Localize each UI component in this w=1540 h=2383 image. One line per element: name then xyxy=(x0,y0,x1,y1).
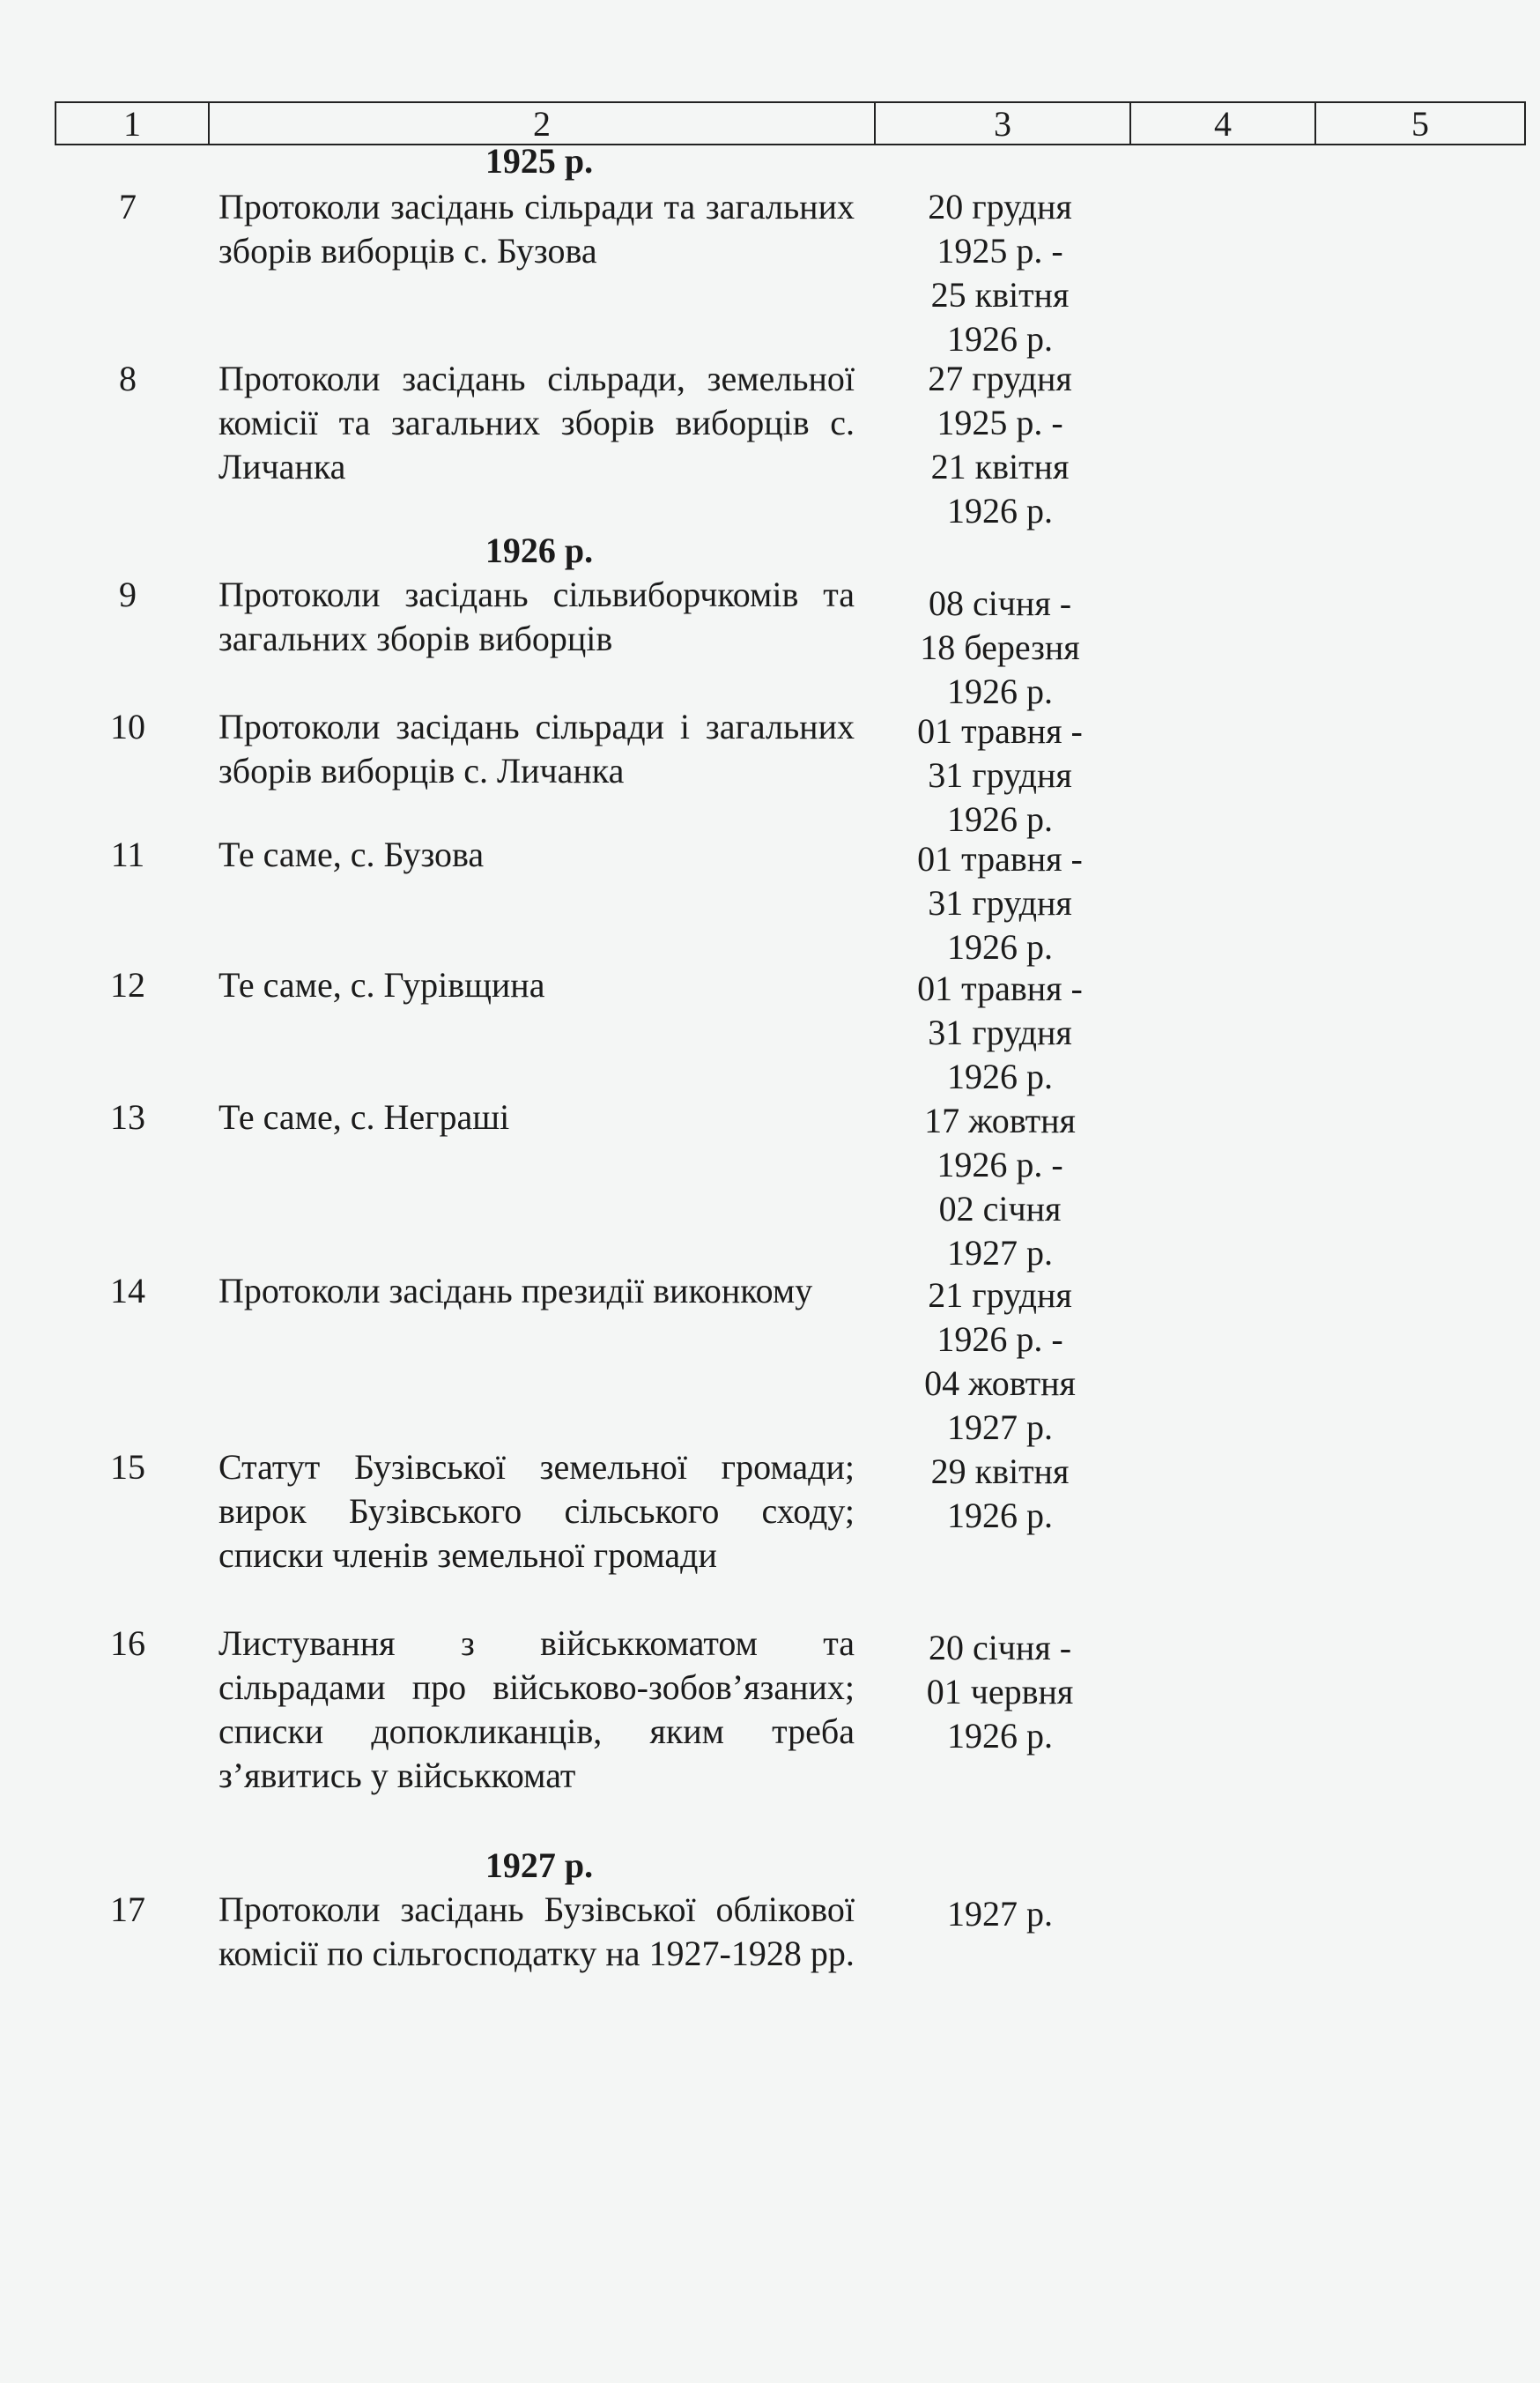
item-title: Протоколи засідань сільвиборчкомів та загальних зборів виборців xyxy=(218,575,855,658)
date-line: 17 жовтня xyxy=(924,1101,1076,1140)
item-number: 7 xyxy=(119,187,137,226)
date-line: 1926 р. xyxy=(947,1057,1053,1096)
item-title: Те саме, с. Неграші xyxy=(218,1097,510,1137)
date-line: 21 грудня xyxy=(928,1275,1072,1315)
year-heading-1927: 1927 р. xyxy=(485,1845,594,1885)
item-title: Протоколи засідань президії виконкому xyxy=(218,1271,813,1310)
item-number: 16 xyxy=(110,1623,145,1663)
date-line: 08 січня - xyxy=(928,583,1072,623)
item-number: 10 xyxy=(110,707,145,746)
item-number: 11 xyxy=(110,835,145,874)
date-line: 1925 р. - xyxy=(937,403,1063,442)
item-dates xyxy=(890,1450,1110,1538)
date-line: 1927 р. xyxy=(947,1407,1053,1447)
item-dates xyxy=(890,357,1110,533)
item-number: 14 xyxy=(110,1271,145,1310)
date-line: 1926 р. xyxy=(947,672,1053,711)
date-line: 1926 р. xyxy=(947,1496,1053,1535)
item-title: Те саме, с. Бузова xyxy=(218,835,485,874)
date-line: 29 квітня xyxy=(930,1451,1070,1491)
date-line: 21 квітня xyxy=(930,447,1070,486)
item-number: 17 xyxy=(110,1889,145,1929)
date-line: 31 грудня xyxy=(928,883,1072,923)
item-number: 15 xyxy=(110,1447,145,1487)
item-dates xyxy=(890,709,1110,842)
date-line: 18 березня xyxy=(920,627,1080,667)
date-line: 1927 р. xyxy=(947,1233,1053,1273)
date-line: 1926 р. - xyxy=(937,1319,1063,1359)
item-number: 8 xyxy=(119,359,137,398)
date-line: 31 грудня xyxy=(928,755,1072,795)
item-title: Те саме, с. Гурівщина xyxy=(218,965,545,1005)
item-number: 12 xyxy=(110,965,145,1005)
date-line: 01 травня - xyxy=(917,711,1083,751)
date-line: 27 грудня xyxy=(928,359,1072,398)
date-line: 01 травня - xyxy=(917,839,1083,879)
date-line: 25 квітня xyxy=(930,275,1070,315)
item-dates xyxy=(890,185,1110,361)
column-number-header xyxy=(55,101,1526,145)
date-line: 01 травня - xyxy=(917,969,1083,1008)
date-line: 1927 р. xyxy=(947,1894,1053,1934)
date-line: 1926 р. - xyxy=(937,1145,1063,1184)
date-line: 04 жовтня xyxy=(924,1363,1076,1403)
item-title: Листування з військкоматом та сільрадами про військово-зобов’язаних; списки допокликанців, яким треба з’явитись у військкомат xyxy=(218,1623,855,1795)
item-title: Протоколи засідань сільради і загальних зборів виборців с. Личанка xyxy=(218,707,855,791)
date-line: 02 січня xyxy=(938,1189,1062,1229)
date-line: 1925 р. - xyxy=(937,231,1063,271)
date-line: 1926 р. xyxy=(947,491,1053,531)
item-dates xyxy=(890,967,1110,1099)
column-header-5: 5 xyxy=(1411,104,1429,144)
column-header-3: 3 xyxy=(876,103,1131,144)
date-line: 31 грудня xyxy=(928,1013,1072,1052)
date-line: 1926 р. xyxy=(947,799,1053,839)
item-dates xyxy=(890,1626,1110,1758)
item-title: Статут Бузівської земельної громади; вирок Бузівського сільського сходу; списки членів земельної громади xyxy=(218,1447,855,1575)
item-title: Протоколи засідань сільради та загальних зборів виборців с. Бузова xyxy=(218,187,855,271)
item-number: 13 xyxy=(110,1097,145,1137)
column-header-1: 1 xyxy=(56,103,210,144)
date-line: 1926 р. xyxy=(947,927,1053,967)
date-line: 20 грудня xyxy=(928,187,1072,226)
item-dates xyxy=(890,1273,1110,1450)
date-line: 01 червня xyxy=(926,1672,1074,1711)
year-heading-1925: 1925 р. xyxy=(485,141,594,181)
item-title: Протоколи засідань Бузівської облікової комісії по сільгосподатку на 1927-1928 рр. xyxy=(218,1889,855,1973)
column-header-4: 4 xyxy=(1131,103,1316,144)
date-line: 1926 р. xyxy=(947,1716,1053,1756)
item-dates xyxy=(890,837,1110,969)
item-dates xyxy=(890,582,1110,714)
year-heading-1926: 1926 р. xyxy=(485,531,594,570)
item-title: Протоколи засідань сільради, земельної комісії та загальних зборів виборців с. Личанка xyxy=(218,359,855,486)
item-number: 9 xyxy=(119,575,137,614)
date-line: 20 січня - xyxy=(928,1628,1072,1667)
column-header-2: 2 xyxy=(210,103,876,144)
item-dates xyxy=(890,1099,1110,1275)
item-dates xyxy=(890,1892,1110,1936)
date-line: 1926 р. xyxy=(947,319,1053,359)
